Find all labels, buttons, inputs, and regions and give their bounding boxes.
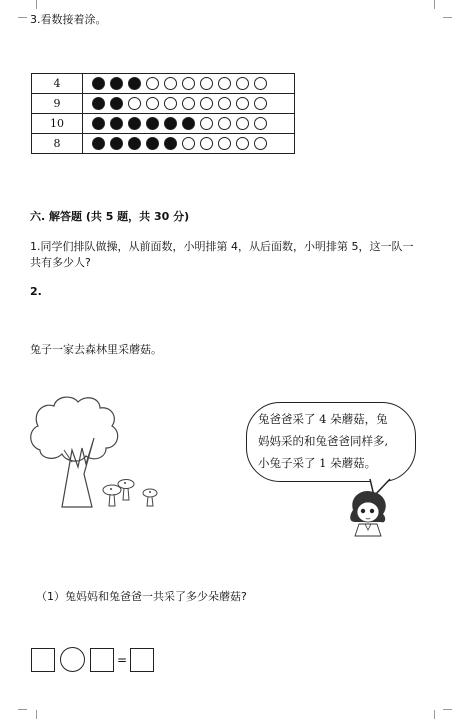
filled-circle [92, 97, 105, 110]
filled-circle [110, 117, 123, 130]
answer-box[interactable] [90, 648, 114, 672]
crop-mark [18, 700, 27, 710]
row-number: 10 [32, 114, 83, 134]
crop-mark [443, 700, 452, 710]
empty-circle[interactable] [200, 97, 213, 110]
row-circles [83, 94, 295, 114]
question-1-line-1: 1.同学们排队做操，从前面数，小明排第 4，从后面数，小明排第 5，这一队一 [30, 240, 414, 253]
filled-circle [146, 117, 159, 130]
empty-circle[interactable] [254, 137, 267, 150]
circle-row [32, 74, 295, 94]
row-circles [83, 74, 295, 94]
empty-circle[interactable] [254, 77, 267, 90]
filled-circle [164, 137, 177, 150]
section-6-heading: 六. 解答题 (共 5 题，共 30 分) [30, 210, 190, 223]
crop-mark [27, 0, 37, 9]
answer-box[interactable] [31, 648, 55, 672]
result-box[interactable] [130, 648, 154, 672]
empty-circle[interactable] [254, 97, 267, 110]
empty-circle[interactable] [218, 97, 231, 110]
empty-circle[interactable] [200, 137, 213, 150]
row-number: 9 [32, 94, 83, 114]
filled-circle [110, 137, 123, 150]
empty-circle[interactable] [218, 77, 231, 90]
empty-circle[interactable] [236, 77, 249, 90]
empty-circle[interactable] [236, 137, 249, 150]
empty-circle[interactable] [146, 77, 159, 90]
sub-question-1: （1）兔妈妈和兔爸爸一共采了多少朵蘑菇? [36, 590, 247, 603]
filled-circle [182, 117, 195, 130]
question-3-title: 3.看数接着涂。 [30, 13, 107, 26]
filled-circle [128, 117, 141, 130]
crop-mark [434, 710, 444, 719]
empty-circle[interactable] [164, 97, 177, 110]
empty-circle[interactable] [128, 97, 141, 110]
filled-circle [164, 117, 177, 130]
filled-circle [110, 97, 123, 110]
bubble-line: 兔爸爸采了 4 朵蘑菇，兔 [258, 412, 388, 426]
crop-mark [18, 8, 27, 18]
empty-circle[interactable] [254, 117, 267, 130]
filled-circle [128, 77, 141, 90]
question-2-label: 2. [30, 285, 42, 298]
bubble-line: 妈妈采的和兔爸爸同样多, [258, 434, 389, 448]
bubble-text [258, 408, 413, 474]
operator-circle[interactable] [60, 647, 85, 672]
row-circles [83, 134, 295, 154]
equals-sign: = [117, 653, 128, 667]
story-text: 兔子一家去森林里采蘑菇。 [30, 343, 162, 356]
filled-circle [92, 117, 105, 130]
empty-circle[interactable] [200, 77, 213, 90]
question-1-line-2: 共有多少人? [30, 256, 91, 269]
circle-row [32, 114, 295, 134]
row-circles [83, 114, 295, 134]
row-number: 4 [32, 74, 83, 94]
bubble-line: 小兔子采了 1 朵蘑菇。 [258, 456, 377, 470]
empty-circle[interactable] [182, 97, 195, 110]
mushroom-icon [100, 478, 165, 510]
girl-character-icon [343, 488, 393, 538]
crop-mark [27, 710, 37, 719]
empty-circle[interactable] [182, 77, 195, 90]
circle-table [31, 73, 295, 154]
empty-circle[interactable] [236, 97, 249, 110]
empty-circle[interactable] [236, 117, 249, 130]
circle-row [32, 134, 295, 154]
row-number: 8 [32, 134, 83, 154]
empty-circle[interactable] [146, 97, 159, 110]
filled-circle [110, 77, 123, 90]
empty-circle[interactable] [218, 137, 231, 150]
filled-circle [128, 137, 141, 150]
empty-circle[interactable] [200, 117, 213, 130]
empty-circle[interactable] [182, 137, 195, 150]
filled-circle [146, 137, 159, 150]
filled-circle [92, 137, 105, 150]
filled-circle [92, 77, 105, 90]
circle-row [32, 94, 295, 114]
empty-circle[interactable] [164, 77, 177, 90]
crop-mark [443, 8, 452, 18]
empty-circle[interactable] [218, 117, 231, 130]
